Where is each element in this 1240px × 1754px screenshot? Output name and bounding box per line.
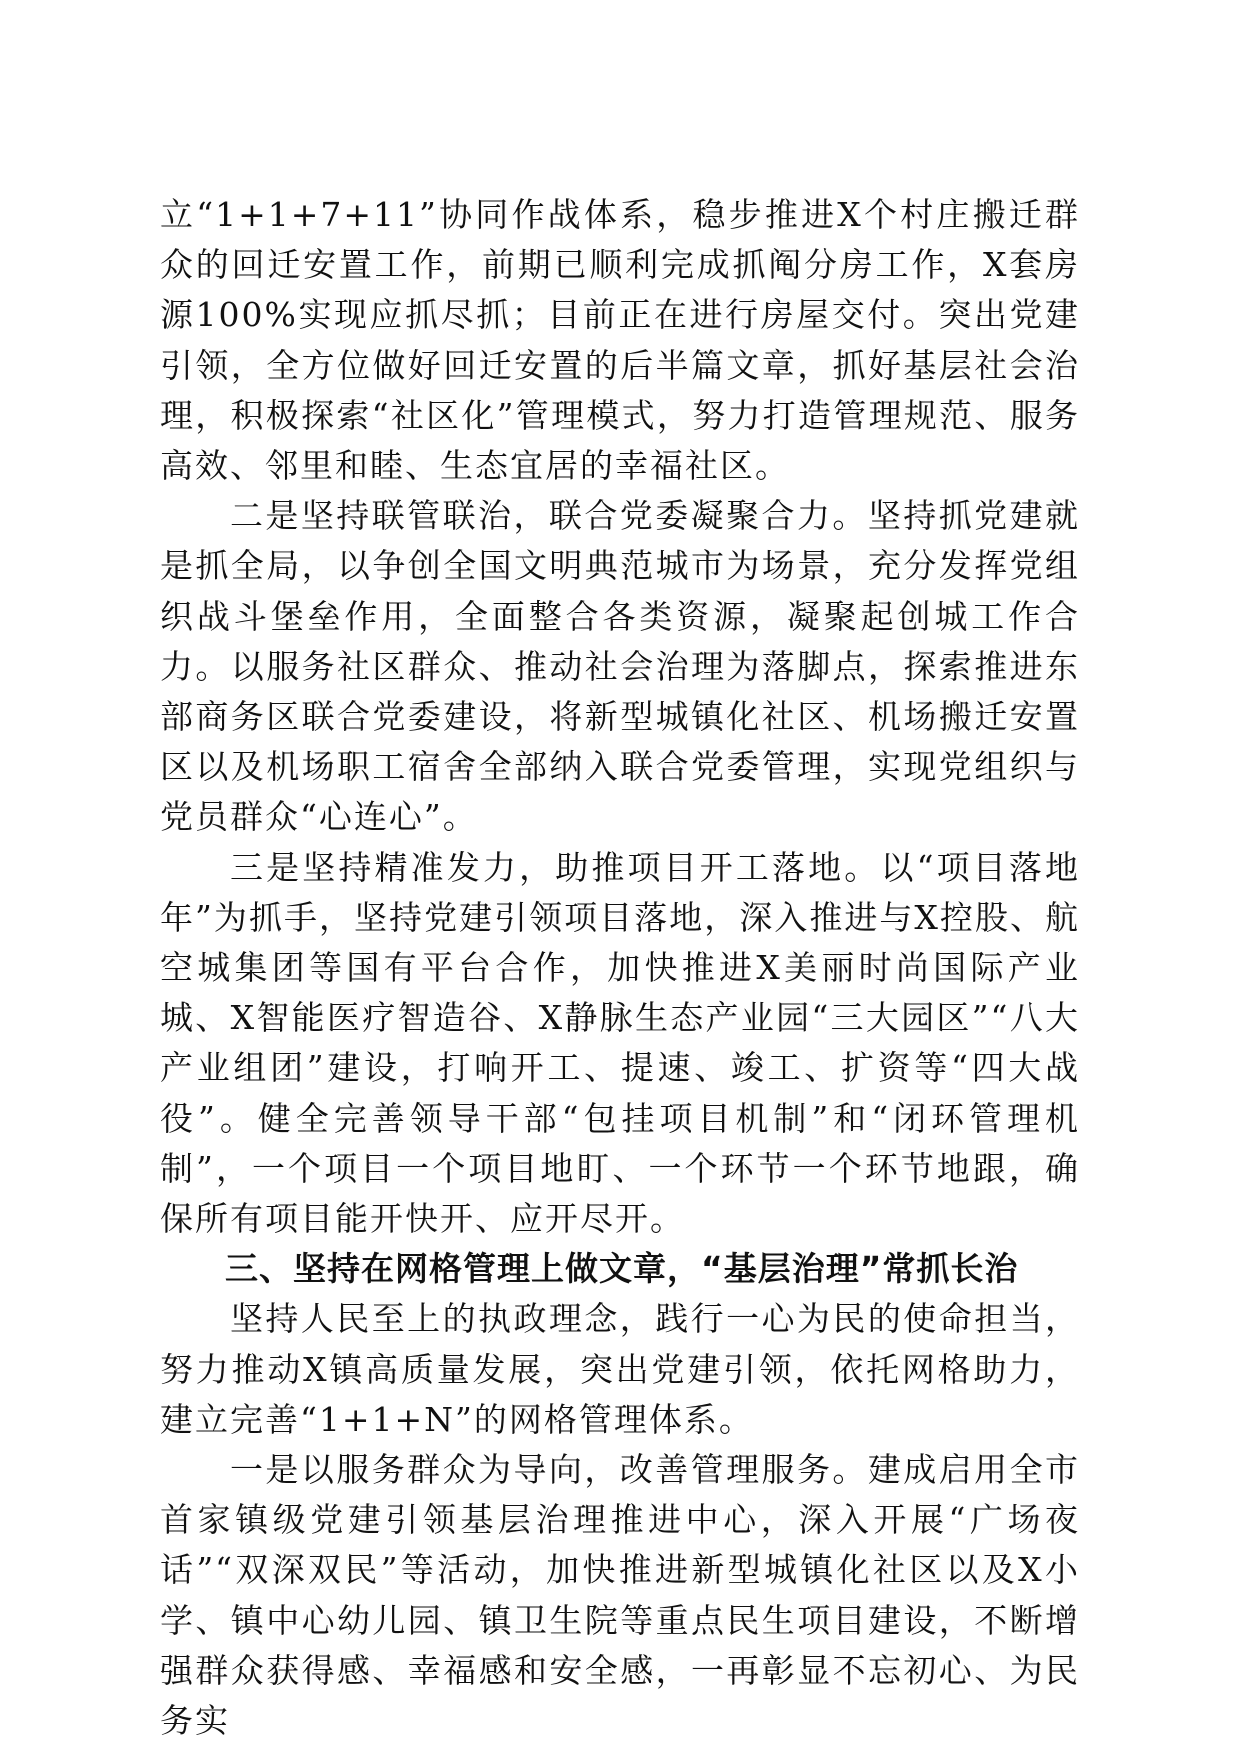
paragraph-continuation: 立“1+1+7+11”协同作战体系，稳步推进X个村庄搬迁群众的回迁安置工作，前期已顺利完成抓阄分房工作，X套房源100%实现应抓尽抓；目前正在进行房屋交付。突出党建引领，全方位做好回迁安置的后半篇文章，抓好基层社会治理，积极探索“社区化”管理模式，努力打造管理规范、服务高效、邻里和睦、生态宜居的幸福社区。 <box>160 195 1080 486</box>
section-heading-grid-management: 三、坚持在网格管理上做文章，“基层治理”常抓长治 <box>225 1249 1019 1289</box>
document-page <box>160 190 1080 1746</box>
paragraph-grid-intro: 坚持人民至上的执政理念，践行一心为民的使命担当，努力推动X镇高质量发展，突出党建引领，依托网格助力，建立完善“1+1+N”的网格管理体系。 <box>160 1299 1080 1439</box>
paragraph-project-landing: 三是坚持精准发力，助推项目开工落地。以“项目落地年”为抓手，坚持党建引领项目落地，深入推进与X控股、航空城集团等国有平台合作，加快推进X美丽时尚国际产业城、X智能医疗智造谷、X静脉生态产业园“三大园区”“八大产业组团”建设，打响开工、提速、竣工、扩资等“四大战役”。健全完善领导干部“包挂项目机制”和“闭环管理机制”，一个项目一个项目地盯、一个环节一个环节地跟，确保所有项目能开快开、应开尽开。 <box>160 847 1080 1239</box>
paragraph-joint-governance: 二是坚持联管联治，联合党委凝聚合力。坚持抓党建就是抓全局，以争创全国文明典范城市为场景，充分发挥党组织战斗堡垒作用，全面整合各类资源，凝聚起创城工作合力。以服务社区群众、推动社会治理为落脚点，探索推进东部商务区联合党委建设，将新型城镇化社区、机场搬迁安置区以及机场职工宿舍全部纳入联合党委管理，实现党组织与党员群众“心连心”。 <box>160 496 1080 837</box>
paragraph-serve-masses: 一是以服务群众为导向，改善管理服务。建成启用全市首家镇级党建引领基层治理推进中心，深入开展“广场夜话”“双深双民”等活动，加快推进新型城镇化社区以及X小学、镇中心幼儿园、镇卫生院等重点民生项目建设，不断增强群众获得感、幸福感和安全感，一再彰显不忘初心、为民务实 <box>160 1450 1080 1741</box>
